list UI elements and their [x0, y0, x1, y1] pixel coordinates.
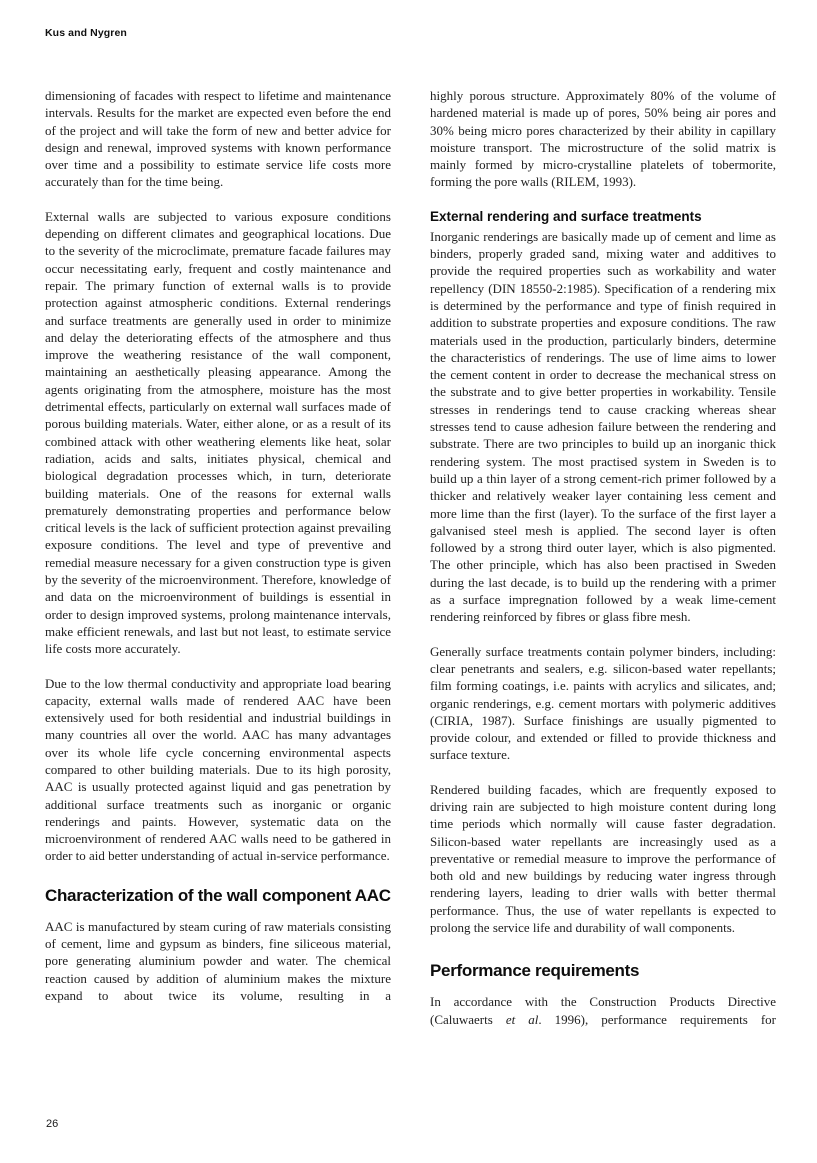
- closing-paragraph-et-al: et al: [505, 1011, 539, 1027]
- left-column: [45, 87, 391, 1021]
- section-heading-characterization-aac: Characterization of the wall component AAC: [45, 885, 391, 905]
- section-heading-performance-requirements: Performance requirements: [430, 961, 640, 981]
- paragraph-intro-continuation: dimensioning of facades with respect to lifetime and maintenance intervals. Results for the market are expected even before the end of the project and will take the form of new and better advice for design and renewal, improved systems with known performance over time and a possibility to estimate service life costs more accurately than for the time being.: [45, 88, 391, 190]
- right-column: [430, 87, 776, 1045]
- paragraph-aac-advantages: Due to the low thermal conductivity and appropriate load bearing capacity, external walls made of rendered AAC have been extensively used for both residential and industrial buildings in many countries all over the world. AAC has many advantages over its whole life cycle concerning environmental aspects compared to other building materials. Due to its high porosity, AAC is usually protected against liquid and gas penetration by additional surface treatments such as inorganic or organic renderings and paints. However, systematic data on the microenvironment of rendered AAC walls need to be gathered in order to aid better understanding of actual in-service performance.: [45, 675, 391, 864]
- closing-paragraph-post: . 1996), performance requirements for: [538, 1011, 777, 1027]
- subsection-heading-external-rendering: External rendering and surface treatments: [430, 208, 702, 224]
- paragraph-inorganic-renderings: Inorganic renderings are basically made up of cement and lime as binders, properly graded sand, mixing water and additives to provide the required properties such as workability and water repellency (DIN 18550-2:1985). Specification of a rendering mix is determined by the performance and type of finish required in addition to substrate properties and exposure conditions. The raw materials used in the production, particularly binders, determine the characteristics of renderings. The use of lime aims to lower the cement content in order to decrease the mechanical stress on the substrate and to give better properties in workability. Tensile stresses in renderings tend to cause cracking whereas shear stresses tend to cause adhesion failure between the rendering and substrate. There are two principles to build up an inorganic thick rendering system. The most practised system in Sweden is to build up a thin layer of a strong cement-rich primer followed by a thicker and relatively weaker layer containing less cement and more lime than the first (layer). To the surface of the first layer a galvanised steel mesh is applied. The second layer is often followed by a strong third outer layer, which is also pigmented. The other principle, which has also been practised in Sweden during the last decade, is to build up the rendering with a primer as a surface impregnation followed by a weak lime-cement rendering reinforced by fibres or glass fibre mesh.: [430, 228, 776, 625]
- paragraph-rendered-facades-moisture: Rendered building facades, which are frequently exposed to driving rain are subjected to high moisture content during long time periods which normally will cause faster degradation. Silicon-based water repellants are increasingly used as a preventative or remedial measure to improve the performance of both old and new buildings by reducing water ingress through rendering layers, leading to drier walls with better thermal performance. Thus, the use of water repellants is expected to prolong the service life and durability of wall components.: [430, 781, 776, 936]
- paragraph-porous-structure-continuation: highly porous structure. Approximately 80% of the volume of hardened material is made up of pores, 50% being air pores and 30% being micro pores characterized by their ability in capillary moisture transport. The microstructure of the solid matrix is mainly formed by micro-crystalline platelets of tobermorite, forming the pore walls (RILEM, 1993).: [430, 88, 776, 190]
- paragraph-external-walls-exposure: External walls are subjected to various exposure conditions depending on different climates and geographical locations. Due to the severity of the microclimate, premature facade failures may occur necessitating early, frequent and costly maintenance and repair. The primary function of external walls is to provide protection against atmospheric conditions. External renderings and surface treatments are generally used in order to minimize and delay the deteriorating effects of the atmosphere and thus improve the weathering resistance of the wall component, maintaining an aesthetically pleasing appearance. Among the agents originating from the atmosphere, moisture has the most detrimental effects, particularly on external wall surfaces made of porous building materials. Water, either alone, or as a result of its combined attack with other weathering elements like heat, solar radiation, acids and salts, initiates physical, chemical and biological degradation processes which, in turn, deteriorate building materials. One of the reasons for external walls prematurely demonstrating properties and performance below critical levels is the lack of sufficient protection against prevailing exposure conditions. The level and type of preventive and remedial measure necessary for a given construction type is given by the severity of the microenvironment. Therefore, knowledge of and data on the microenvironment of buildings is essential in order to design improved systems, prolong maintenance intervals, make efficient renewals, and last but not least, to estimate service life costs more accurately.: [45, 208, 391, 657]
- paragraph-construction-products-directive: [430, 993, 776, 1028]
- paragraph-aac-manufacture: AAC is manufactured by steam curing of raw materials consisting of cement, lime and gypsum as binders, fine siliceous material, pore generating aluminium powder and water. The chemical reaction caused by addition of aluminium makes the mixture expand to about twice its volume, resulting in a: [45, 918, 391, 1003]
- page-number: 26: [46, 1118, 59, 1130]
- paragraph-surface-treatments-polymers: Generally surface treatments contain polymer binders, including: clear penetrants and sealers, e.g. silicon-based water repellants; film forming coatings, i.e. paints with acrylics and silicates, and; organic renderings, e.g. cement mortars with polymeric additives (CIRIA, 1987). Surface finishings are usually pigmented to provide colour, and extended or filled to provide thickness and surface texture.: [430, 643, 776, 763]
- running-head-authors: Kus and Nygren: [45, 27, 127, 39]
- closing-paragraph-pre: In accordance with the Construction Products Directive (Caluwaerts: [430, 994, 776, 1027]
